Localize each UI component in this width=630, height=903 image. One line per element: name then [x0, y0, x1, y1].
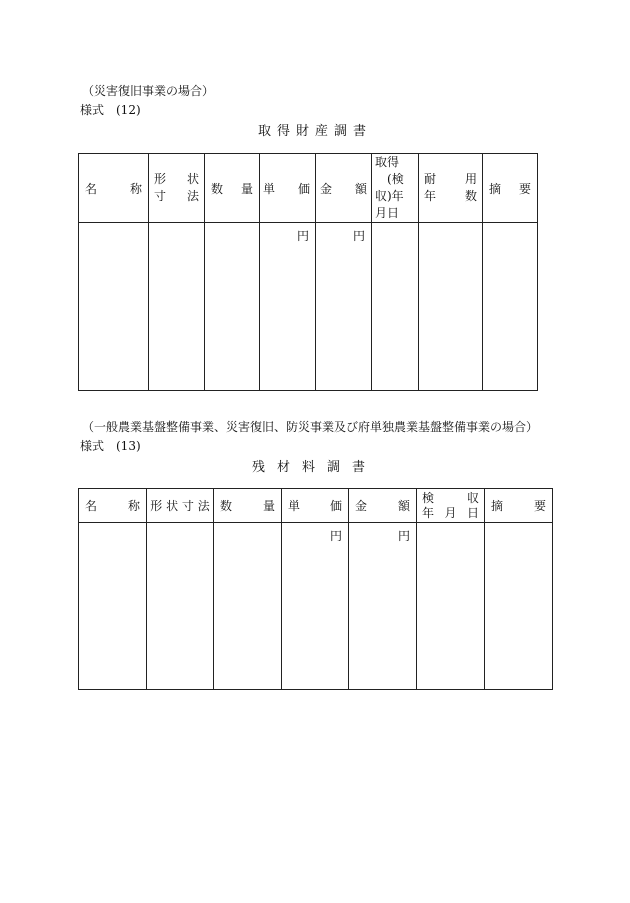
- residual-materials-table: [78, 488, 553, 690]
- title-char: 財: [296, 124, 310, 139]
- acquired-property-table: [78, 153, 608, 391]
- table-body-row: [79, 223, 608, 391]
- header-inspection-date: 検 収 年 月 日: [417, 489, 485, 523]
- header-durable-years: 耐 用 年 数: [419, 154, 483, 223]
- table-header-row: [79, 154, 608, 223]
- table-header-row: [79, 489, 553, 523]
- cell-quantity: [205, 223, 260, 391]
- header-name: 名 称: [79, 154, 149, 223]
- header-quantity: 数 量: [205, 154, 260, 223]
- cell-amount: [316, 223, 372, 391]
- section1-form-number: 様式 (12): [80, 103, 141, 117]
- table-body-row: [79, 523, 553, 690]
- cell-amount: [349, 523, 417, 690]
- cell-inspection-date: [417, 523, 485, 690]
- yen-unit: 円: [329, 529, 342, 543]
- header-name: 名 称: [79, 489, 147, 523]
- title-char: 書: [352, 460, 366, 475]
- yen-unit: 円: [296, 229, 309, 243]
- title-char: 得: [277, 124, 291, 139]
- cell-shape-size: [149, 223, 205, 391]
- header-amount: 金 額: [349, 489, 417, 523]
- header-shape-size: 形 状 寸 法: [149, 154, 205, 223]
- header-unit-price: 単 価: [260, 154, 316, 223]
- title-char: 産: [315, 124, 329, 139]
- cell-name: [79, 223, 149, 391]
- cell-unit-price: [260, 223, 316, 391]
- cell-shape-size: [147, 523, 214, 690]
- title-char: 調: [327, 460, 341, 475]
- header-remarks: 摘 要: [485, 489, 553, 523]
- cell-unit-price: [282, 523, 349, 690]
- section2-note: （一般農業基盤整備事業、災害復旧、防災事業及び府単独農業基盤整備事業の場合）: [82, 420, 539, 434]
- title-char: 調: [334, 124, 348, 139]
- header-acquisition-date: 取 得(検 収)年月日: [372, 154, 419, 223]
- header-quantity: 数 量: [214, 489, 282, 523]
- header-unit-price: 単 価: [282, 489, 349, 523]
- header-remarks: 摘 要: [483, 154, 538, 223]
- title-char: 取: [258, 124, 272, 139]
- section1-title: [258, 120, 366, 139]
- title-char: 残: [252, 460, 266, 475]
- yen-unit: 円: [397, 529, 410, 543]
- cell-name: [79, 523, 147, 690]
- title-char: 材: [277, 460, 291, 475]
- cell-quantity: [214, 523, 282, 690]
- cell-remarks: [483, 223, 538, 391]
- header-amount: 金 額: [316, 154, 372, 223]
- title-char: 料: [302, 460, 316, 475]
- header-shape-size: 形 状 寸 法: [147, 489, 214, 523]
- section1-note: （災害復旧事業の場合）: [82, 84, 215, 98]
- cell-remarks: [485, 523, 553, 690]
- section2-form-number: 様式 (13): [80, 439, 141, 453]
- title-char: 書: [353, 124, 367, 139]
- cell-durable-years: [419, 223, 483, 391]
- yen-unit: 円: [352, 229, 365, 243]
- cell-acquisition-date: [372, 223, 419, 391]
- section2-title: [252, 456, 365, 475]
